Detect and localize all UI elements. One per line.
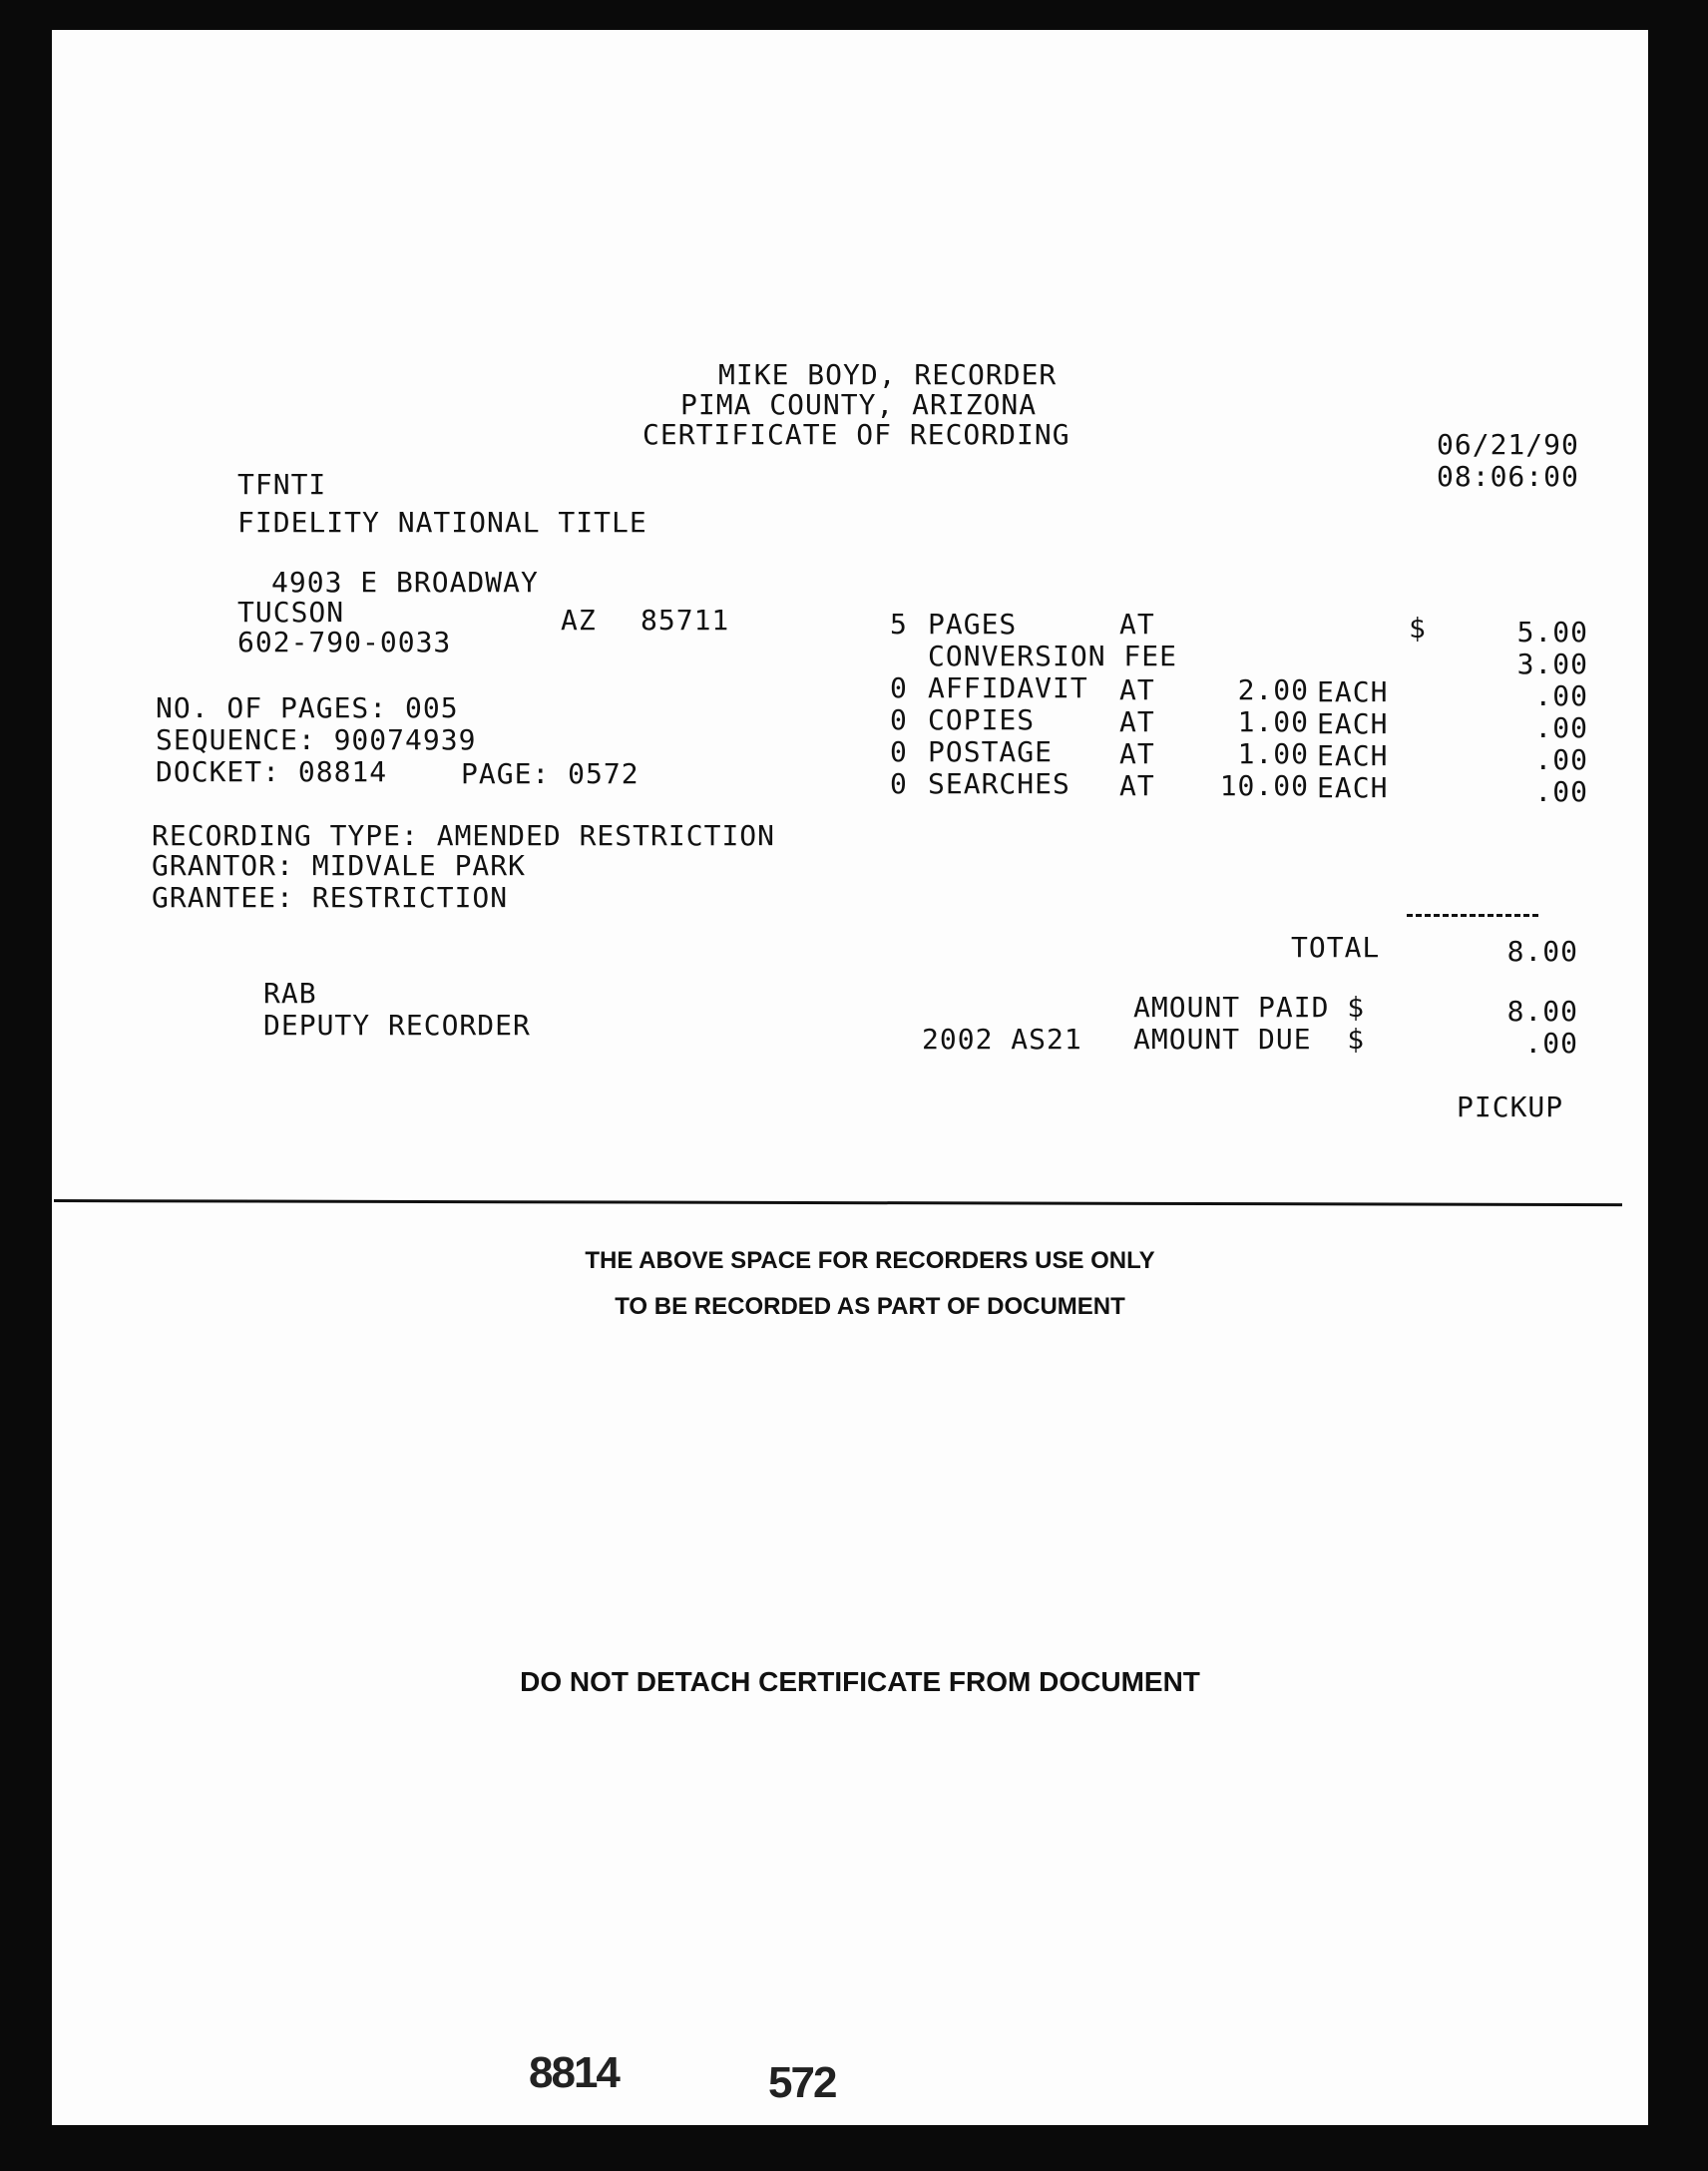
fee-currency: $ [1409,612,1427,645]
delivery-method: PICKUP [1457,1090,1564,1123]
fee-qty: 0 [890,735,908,768]
fee-at: AT [1119,769,1155,802]
client-name: FIDELITY NATIONAL TITLE [237,506,647,539]
client-state: AZ [561,604,597,637]
recording-date: 06/21/90 [1437,428,1579,461]
fee-item: SEARCHES [928,767,1070,800]
client-city: TUCSON [237,596,345,629]
page-count: NO. OF PAGES: 005 [156,691,459,724]
amount-paid: 8.00 [1506,995,1578,1028]
sequence-number: SEQUENCE: 90074939 [156,723,477,756]
fee-each: EACH [1317,771,1389,804]
fee-each: EACH [1317,707,1389,740]
grantee: GRANTEE: RESTRICTION [152,881,509,914]
fee-qty: 0 [890,703,908,736]
amount-due-label: AMOUNT DUE $ [1133,1023,1366,1056]
fee-rate: 2.00 [1237,673,1309,706]
recorder-space-divider [54,1199,1622,1206]
fee-qty: 0 [890,671,908,704]
recorder-name: MIKE BOYD, RECORDER [718,358,1058,391]
fee-amount: 3.00 [1516,648,1588,680]
deputy-initials: RAB [263,977,317,1010]
fee-amount: .00 [1534,743,1588,776]
fee-rate: 1.00 [1237,737,1309,770]
total-amount: 8.00 [1506,935,1578,968]
fee-each: EACH [1317,739,1389,772]
total-divider [1407,914,1538,917]
docket-stamp: 8814 [529,2048,619,2097]
fee-qty: 5 [890,608,908,641]
page-stamp: 572 [768,2058,836,2107]
fee-qty: 0 [890,767,908,800]
client-address: 4903 E BROADWAY [271,566,539,599]
do-not-detach-notice: DO NOT DETACH CERTIFICATE FROM DOCUMENT [520,1666,1200,1697]
fee-rate: 10.00 [1219,769,1309,802]
fee-amount: .00 [1534,775,1588,808]
fee-at: AT [1119,673,1155,706]
fee-item: CONVERSION FEE [928,640,1178,672]
fee-item: AFFIDAVIT [928,671,1088,704]
amount-paid-label: AMOUNT PAID $ [1133,991,1366,1024]
docket-page: PAGE: 0572 [461,757,640,790]
receipt-code: 2002 AS21 [922,1023,1082,1056]
fee-at: AT [1119,737,1155,770]
fee-amount: 5.00 [1516,616,1588,649]
total-label: TOTAL [1291,931,1381,964]
fee-each: EACH [1317,675,1389,708]
certificate-page [52,30,1648,2125]
client-code: TFNTI [237,468,327,501]
certificate-title: CERTIFICATE OF RECORDING [642,418,1070,451]
client-zip: 85711 [640,604,730,637]
county-name: PIMA COUNTY, ARIZONA [680,388,1038,421]
fee-amount: .00 [1534,679,1588,712]
client-phone: 602-790-0033 [237,626,452,658]
grantor: GRANTOR: MIDVALE PARK [152,849,527,882]
fee-rate: 1.00 [1237,705,1309,738]
fee-at: AT [1119,705,1155,738]
fee-item: POSTAGE [928,735,1054,768]
fee-item: PAGES [928,608,1018,641]
recorder-use-notice: THE ABOVE SPACE FOR RECORDERS USE ONLY [585,1247,1155,1274]
fee-at: AT [1119,608,1155,641]
recording-time: 08:06:00 [1437,460,1579,493]
fee-item: COPIES [928,703,1036,736]
part-of-document-notice: TO BE RECORDED AS PART OF DOCUMENT [615,1293,1125,1320]
deputy-title: DEPUTY RECORDER [263,1009,531,1042]
fee-amount: .00 [1534,711,1588,744]
amount-due: .00 [1524,1027,1578,1060]
docket-number: DOCKET: 08814 [156,755,388,788]
recording-type: RECORDING TYPE: AMENDED RESTRICTION [152,819,776,852]
